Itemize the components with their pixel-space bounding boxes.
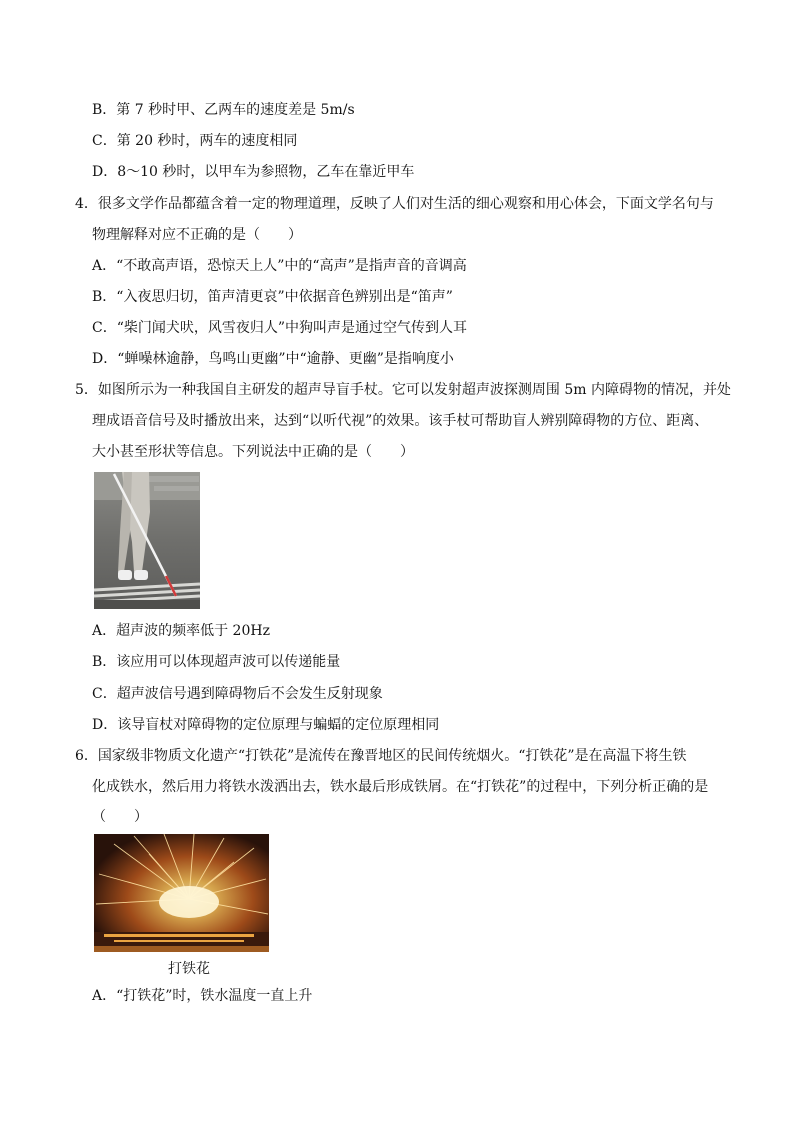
q5-stem: 5．如图所示为一种我国自主研发的超声导盲手杖。它可以发射超声波探测周围 5m 内障碍物的情况，并处 bbox=[75, 382, 731, 398]
q6-stem: 6．国家级非物质文化遗产“打铁花”是流传在豫晋地区的民间传统烟火。“打铁花”是在高温下将生铁 bbox=[75, 748, 687, 764]
q3-option-b: B．第 7 秒时甲、乙两车的速度差是 5m/s bbox=[92, 102, 355, 118]
q3-option-d: D．8～10 秒时，以甲车为参照物，乙车在靠近甲车 bbox=[92, 164, 415, 180]
q5-option-a: A．超声波的频率低于 20Hz bbox=[92, 623, 270, 639]
q5-option-d: D．该导盲杖对障碍物的定位原理与蝙蝠的定位原理相同 bbox=[92, 717, 440, 733]
q4-option-b: B．“入夜思归切，笛声清更哀”中依据音色辨别出是“笛声” bbox=[92, 289, 453, 305]
q4-stem: 4．很多文学作品都蕴含着一定的物理道理，反映了人们对生活的细心观察和用心体会，下面文学名句与 bbox=[75, 196, 714, 212]
q4-option-a: A．“不敢高声语，恐惊天上人”中的“高声”是指声音的音调高 bbox=[92, 258, 467, 274]
q4-stem-cont: 物理解释对应不正确的是（ ） bbox=[92, 227, 302, 243]
q5-option-c: C．超声波信号遇到障碍物后不会发生反射现象 bbox=[92, 686, 383, 702]
iron-flower-photo bbox=[94, 834, 269, 952]
q5-stem-cont-1: 理成语音信号及时播放出来，达到“以听代视”的效果。该手杖可帮助盲人辨别障碍物的方位、距离、 bbox=[92, 413, 709, 429]
q4-option-c: C．“柴门闻犬吠，风雪夜归人”中狗叫声是通过空气传到人耳 bbox=[92, 320, 468, 336]
iron-flower-caption: 打铁花 bbox=[168, 961, 210, 977]
q5-option-b: B．该应用可以体现超声波可以传递能量 bbox=[92, 654, 341, 670]
q3-option-c: C．第 20 秒时，两车的速度相同 bbox=[92, 133, 298, 149]
q6-stem-cont-2: （ ） bbox=[92, 809, 148, 825]
q4-option-d: D．“蝉噪林逾静，鸟鸣山更幽”中“逾静、更幽”是指响度小 bbox=[92, 351, 454, 367]
blind-cane-photo bbox=[94, 472, 200, 609]
q6-stem-cont-1: 化成铁水，然后用力将铁水泼洒出去，铁水最后形成铁屑。在“打铁花”的过程中，下列分析正确的是 bbox=[92, 779, 709, 795]
q5-stem-cont-2: 大小甚至形状等信息。下列说法中正确的是（ ） bbox=[92, 444, 414, 460]
q6-option-a: A．“打铁花”时，铁水温度一直上升 bbox=[92, 988, 313, 1004]
